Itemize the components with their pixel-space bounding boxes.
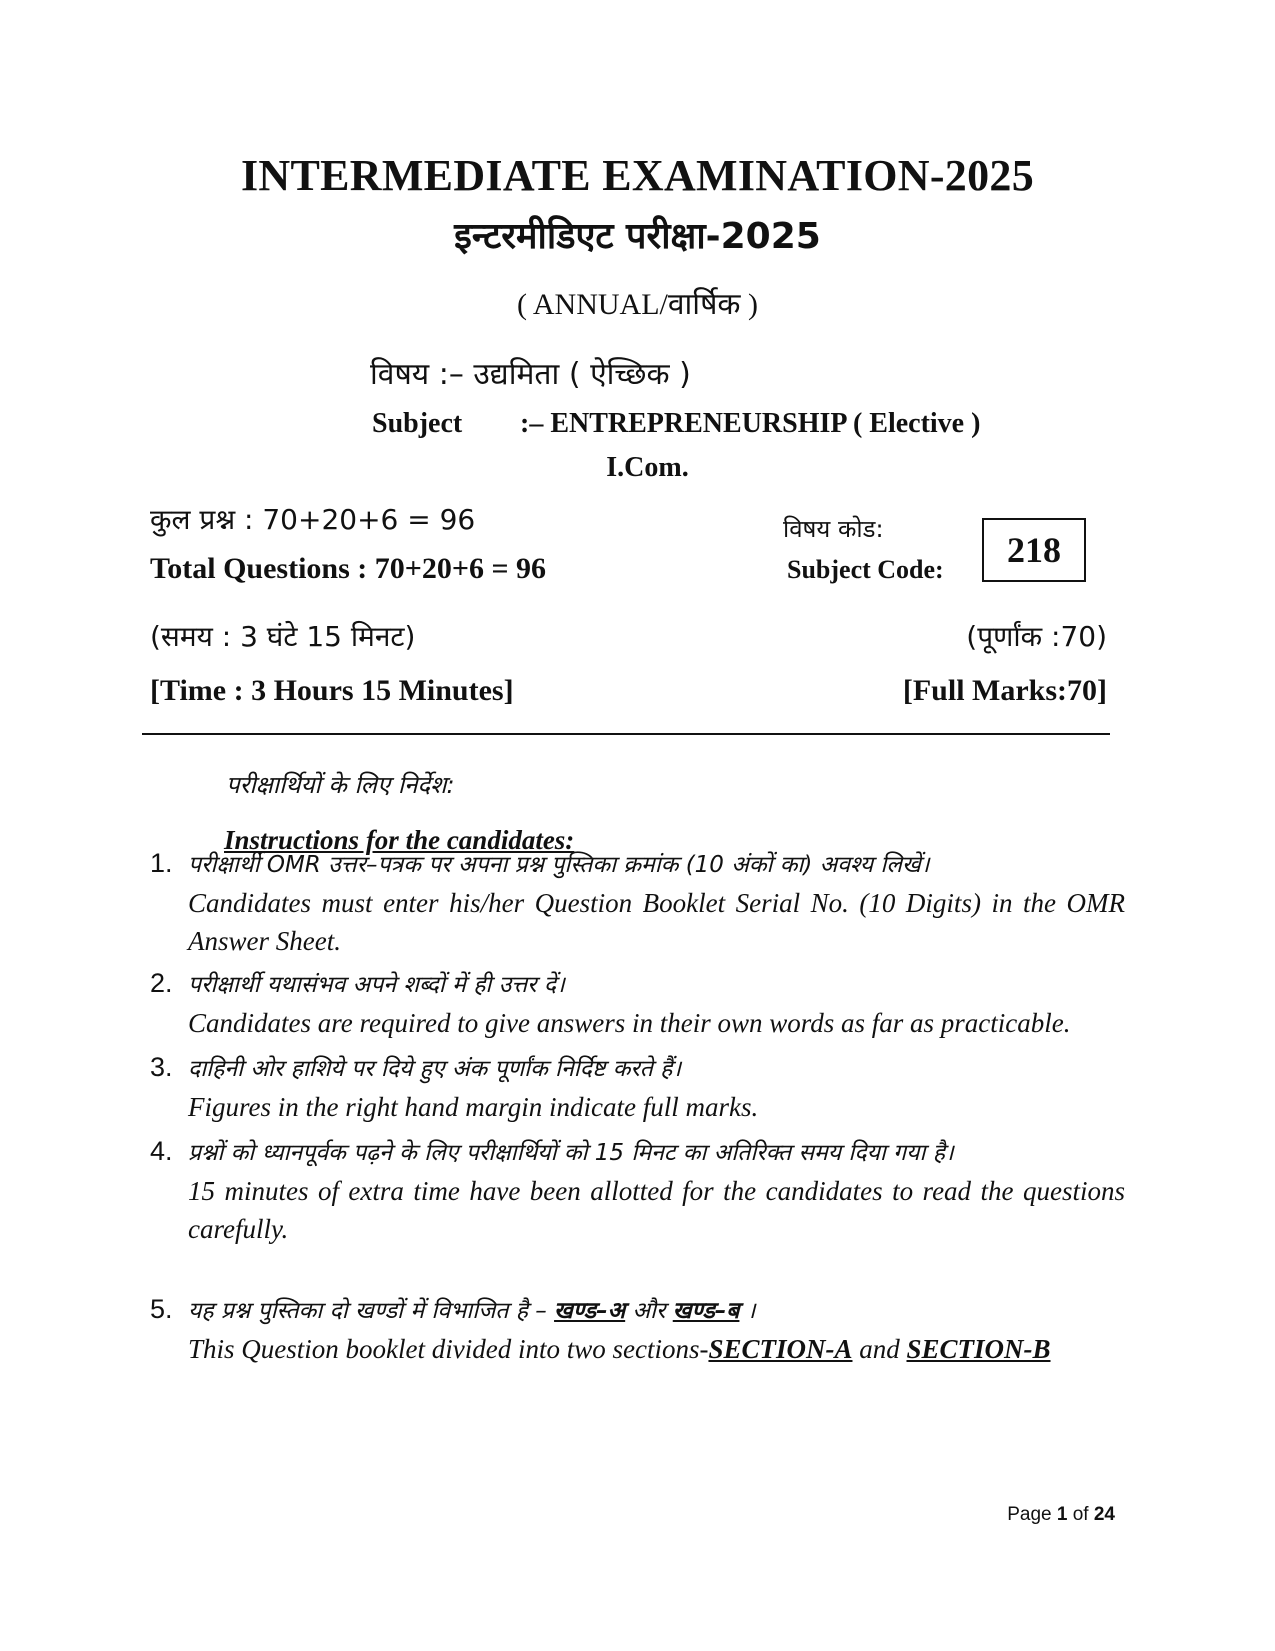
title-hindi: इन्टरमीडिएट परीक्षा-2025 — [454, 216, 821, 257]
instruction-text-hindi-end: । — [739, 1298, 756, 1324]
subject-value: :– ENTREPRENEURSHIP ( Elective ) — [520, 408, 981, 439]
instruction-text-english: 15 minutes of extra time have been allotted for the candidates to read the questions carefully. — [188, 1176, 1125, 1244]
subject-code-value: 218 — [1007, 530, 1061, 570]
instruction-item-4 — [150, 1134, 1125, 1248]
section-b-english: SECTION-B — [906, 1334, 1051, 1364]
instruction-number: 2. — [150, 968, 173, 998]
total-questions-english: Total Questions : 70+20+6 = 96 — [150, 552, 547, 585]
header-divider — [142, 733, 1110, 735]
instruction-text-english — [188, 1330, 1125, 1368]
instruction-text-hindi-middle: और — [625, 1298, 673, 1324]
page-total: 24 — [1093, 1504, 1115, 1525]
instruction-text-hindi: प्रश्नों को ध्यानपूर्वक पढ़ने के लिए परीक्षार्थियों को 15 मिनट का अतिरिक्त समय दिया गया है। — [188, 1140, 954, 1166]
instruction-number: 4. — [150, 1136, 173, 1166]
instruction-number: 1. — [150, 848, 173, 878]
instruction-text-hindi — [188, 1292, 1125, 1330]
subject-code-box — [982, 518, 1086, 582]
time-hindi: (समय : 3 घंटे 15 मिनट) — [150, 620, 416, 653]
full-marks-hindi: (पूर्णांक :70) — [966, 620, 1107, 653]
section-a-hindi: खण्ड–अ — [554, 1298, 626, 1324]
instruction-item-5 — [150, 1292, 1125, 1368]
page-current: 1 — [1056, 1504, 1068, 1525]
page-number — [1007, 1504, 1115, 1526]
instructions-heading-english: Instructions for the candidates: — [224, 825, 575, 855]
instruction-text-english-start: This Question booklet divided into two sections- — [188, 1334, 709, 1364]
instruction-item-2 — [150, 966, 1125, 1042]
time-english: [Time : 3 Hours 15 Minutes] — [150, 674, 514, 707]
instruction-number: 3. — [150, 1052, 173, 1082]
instruction-text-hindi: परीक्षार्थी यथासंभव अपने शब्दों में ही उत्तर दें। — [188, 972, 565, 998]
subject-code-label-hindi: विषय कोड: — [783, 515, 884, 543]
page-of: of — [1067, 1504, 1094, 1525]
instructions-heading-hindi: परीक्षार्थियों के लिए निर्देश: — [226, 771, 455, 799]
section-b-hindi: खण्ड–ब — [672, 1298, 740, 1324]
instruction-text-english: Candidates must enter his/her Question Booklet Serial No. (10 Digits) in the OMR Answer Sheet. — [188, 888, 1125, 956]
instruction-number: 5. — [150, 1294, 173, 1324]
instruction-text-english: Figures in the right hand margin indicate full marks. — [188, 1092, 759, 1122]
full-marks-english: [Full Marks:70] — [902, 674, 1107, 707]
instruction-text-hindi: दाहिनी ओर हाशिये पर दिये हुए अंक पूर्णांक निर्दिष्ट करते हैं। — [188, 1056, 682, 1082]
page-word: Page — [1007, 1504, 1057, 1525]
instruction-item-3 — [150, 1050, 1125, 1126]
instruction-text-english: Candidates are required to give answers in their own words as far as practicable. — [188, 1008, 1071, 1038]
exam-type: ( ANNUAL/वार्षिक ) — [517, 288, 758, 321]
subject-hindi: विषय :– उद्यमिता ( ऐच्छिक ) — [370, 357, 691, 392]
subject-label: Subject — [372, 408, 463, 439]
instruction-item-1 — [150, 846, 1125, 960]
instruction-text-hindi: परीक्षार्थी OMR उत्तर–पत्रक पर अपना प्रश्न पुस्तिका क्रमांक (10 अंकों का) अवश्य लिखें। — [188, 852, 930, 878]
stream: I.Com. — [606, 452, 689, 483]
title-english: INTERMEDIATE EXAMINATION-2025 — [240, 151, 1034, 200]
subject-code-label: Subject Code: — [787, 555, 944, 584]
section-a-english: SECTION-A — [708, 1334, 853, 1364]
instruction-text-english-middle: and — [852, 1334, 907, 1364]
instruction-text-hindi-start: यह प्रश्न पुस्तिका दो खण्डों में विभाजित है – — [188, 1298, 555, 1324]
total-questions-hindi: कुल प्रश्न : 70+20+6 = 96 — [150, 503, 476, 536]
